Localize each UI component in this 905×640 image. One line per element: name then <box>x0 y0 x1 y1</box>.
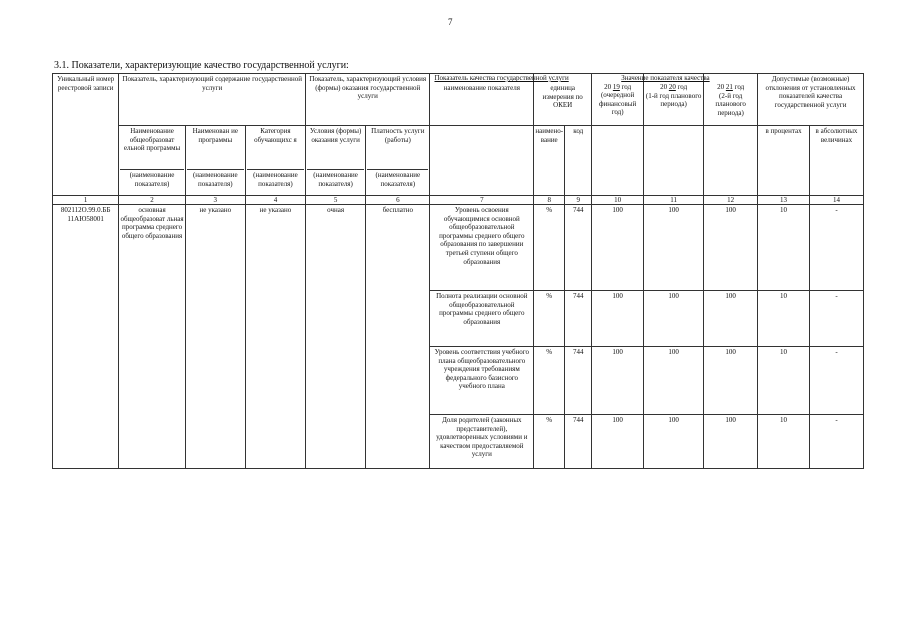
indicator-unit: % <box>534 291 565 347</box>
header-c4-label: Категория обучающихс я <box>254 127 297 144</box>
column-number: 7 <box>430 196 534 205</box>
header-c5-label: Условия (формы) оказания услуги <box>309 127 362 144</box>
indicator-code: 744 <box>565 205 592 291</box>
indicator-dev-abs: - <box>809 291 863 347</box>
header-c11-blank <box>644 126 704 196</box>
column-number: 9 <box>565 196 592 205</box>
header-unit-code: код <box>565 126 592 196</box>
header-year3 <box>704 74 758 126</box>
record-registry-no: 802112О.99.0.ББ 11АЮ58001 <box>53 205 119 469</box>
indicator-name: Полнота реализации основной общеобразовательной программы среднего общего образования <box>430 291 534 347</box>
header-unit-name: наимено-вание <box>534 126 565 196</box>
column-number: 3 <box>185 196 245 205</box>
indicator-v2: 100 <box>644 291 704 347</box>
indicator-unit: % <box>534 205 565 291</box>
indicator-v3: 100 <box>704 291 758 347</box>
indicator-v1: 100 <box>592 415 644 469</box>
header-quality-name: наименование показателя <box>443 83 520 92</box>
indicator-unit: % <box>534 415 565 469</box>
column-number: 2 <box>119 196 185 205</box>
header-c10-blank <box>592 126 644 196</box>
year1-suffix: год <box>621 82 632 91</box>
year1-desc: (очередной финансовый год) <box>599 91 637 117</box>
header-c6-sub: (наименование показателя) <box>367 169 428 188</box>
indicator-code: 744 <box>565 347 592 415</box>
year3-suffix: год <box>734 83 745 91</box>
column-number: 13 <box>758 196 810 205</box>
year2-suffix: год <box>677 83 688 91</box>
indicator-dev-pct: 10 <box>758 291 810 347</box>
header-c3-sub: (наименование показателя) <box>187 169 244 188</box>
header-c2-sub: (наименование показателя) <box>120 169 183 188</box>
column-number: 12 <box>704 196 758 205</box>
header-c6 <box>366 126 430 196</box>
header-conditions-group: Показатель, характеризующий условия (формы) оказания государственной услуги <box>306 74 430 126</box>
column-number: 11 <box>644 196 704 205</box>
indicator-code: 744 <box>565 291 592 347</box>
indicator-unit: % <box>534 347 565 415</box>
header-dev-percent: в процентах <box>758 126 810 196</box>
record-category: не указано <box>245 205 305 469</box>
record-program: основная общеобразоват льная программа среднего общего образования <box>119 205 185 469</box>
indicator-dev-pct: 10 <box>758 205 810 291</box>
indicator-dev-abs: - <box>809 415 863 469</box>
year3-desc: (2-й год планового периода) <box>715 91 746 117</box>
indicator-dev-abs: - <box>809 347 863 415</box>
header-c3 <box>185 126 245 196</box>
year3-value: 21 <box>725 83 733 91</box>
column-number: 4 <box>245 196 305 205</box>
page-number: 7 <box>448 17 453 27</box>
year1-prefix: 20 <box>604 82 612 91</box>
record-payment: бесплатно <box>366 205 430 469</box>
column-number-row <box>53 196 864 205</box>
record-program-name: не указано <box>185 205 245 469</box>
column-number: 6 <box>366 196 430 205</box>
indicator-v2: 100 <box>644 347 704 415</box>
indicator-name: Уровень соответствия учебного плана общеобразовательного учреждения требованиям федерального базисного учебного плана <box>430 347 534 415</box>
indicator-v3: 100 <box>704 205 758 291</box>
header-registry-no: Уникальный номер реестровой записи <box>53 74 119 196</box>
table-row <box>53 205 864 291</box>
indicator-dev-abs: - <box>809 205 863 291</box>
record-form: очная <box>306 205 366 469</box>
header-c7-blank <box>430 126 534 196</box>
header-c5 <box>306 126 366 196</box>
indicator-v2: 100 <box>644 205 704 291</box>
header-c5-sub: (наименование показателя) <box>307 169 364 188</box>
column-number: 10 <box>592 196 644 205</box>
indicator-v1: 100 <box>592 347 644 415</box>
indicator-dev-pct: 10 <box>758 415 810 469</box>
year2-prefix: 20 <box>660 83 668 91</box>
header-c12-blank <box>704 126 758 196</box>
indicator-v3: 100 <box>704 347 758 415</box>
indicator-name: Уровень освоения обучающимися основной общеобразовательной программы среднего общего образования по завершении третьей ступени общего образования <box>430 205 534 291</box>
header-c2-label: Наименование общеобразоват ельной программы <box>123 127 181 153</box>
section-title: 3.1. Показатели, характеризующие качество государственной услуги: <box>54 60 349 71</box>
quality-indicators-table <box>52 73 864 469</box>
header-dev-absolute: в абсолютных величинах <box>809 126 863 196</box>
header-c2 <box>119 126 185 196</box>
indicator-v1: 100 <box>592 291 644 347</box>
indicator-name: Доля родителей (законных представителей), удовлетворенных условиями и качеством предоставляемой услуги <box>430 415 534 469</box>
header-unit-label: единица измерения по ОКЕИ <box>542 84 583 110</box>
header-quality-group: Показатель качества государственной услуги <box>434 74 569 82</box>
column-number: 1 <box>53 196 119 205</box>
header-c6-label: Платность услуги (работы) <box>371 127 425 144</box>
column-number: 14 <box>809 196 863 205</box>
header-value-group: Значение показателя качества <box>621 74 710 82</box>
indicator-dev-pct: 10 <box>758 347 810 415</box>
indicator-v1: 100 <box>592 205 644 291</box>
year2-value: 20 <box>668 83 676 91</box>
year3-prefix: 20 <box>717 83 725 91</box>
indicator-code: 744 <box>565 415 592 469</box>
indicator-v3: 100 <box>704 415 758 469</box>
year2-desc: (1-й год планового периода) <box>645 91 702 109</box>
header-c4-sub: (наименование показателя) <box>247 169 304 188</box>
indicator-v2: 100 <box>644 415 704 469</box>
header-c3-label: Наименован ие программы <box>192 127 238 144</box>
header-content-group: Показатель, характеризующий содержание государственной услуги <box>119 74 306 126</box>
column-number: 8 <box>534 196 565 205</box>
header-deviation-group: Допустимые (возможные) отклонения от установленных показателей качества государственной услуги <box>758 74 864 126</box>
header-c4 <box>245 126 305 196</box>
column-number: 5 <box>306 196 366 205</box>
year1-value: 19 <box>612 82 620 91</box>
